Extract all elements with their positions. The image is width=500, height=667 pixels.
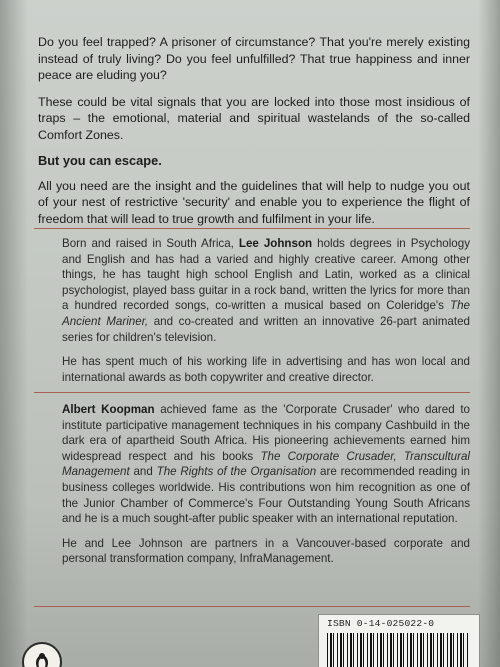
- section-divider-bottom: [34, 606, 470, 607]
- bio-lee-johnson: [62, 236, 470, 394]
- bio-koopman-text-2: and: [129, 465, 157, 479]
- section-divider-middle: [34, 392, 470, 393]
- intro-paragraph-signals: These could be vital signals that you are locked into those most insidious of traps – the emotional, material and spiritual wastelands of the so-called Comfort Zones.: [38, 94, 470, 142]
- bio-johnson-text-1: holds degrees in Psychology and English and has had a varied and highly creative career. Among other things, he has taught high school English and Latin, worked as a clinical psychologist, played bass guitar in a rock band, written the lyrics for more than a hundred recorded songs, co-written a musical based on Coleridge's: [62, 237, 471, 313]
- bio-johnson-lead: Born and raised in South Africa,: [62, 237, 239, 250]
- bio-koopman-paragraph: [62, 402, 470, 527]
- intro-paragraph-insight: All you need are the insight and the guidelines that will help to nudge you out of your nest of restrictive 'security' and enable you to experience the flight of freedom that will lead to true growth and fulfilment in your life.: [38, 178, 470, 226]
- escape-heading: But you can escape.: [38, 153, 162, 168]
- barcode-bars: [327, 633, 469, 667]
- author-name-lee-johnson: Lee Johnson: [238, 237, 313, 250]
- bio-koopman-text-1: achieved fame as the 'Corporate Crusader' who dared to institute participative management techniques in his company Cashbuild in the dark era of apartheid South Africa. His pioneering achievements earned him widespread respect and his books: [62, 403, 470, 463]
- author-name-albert-koopman: Albert Koopman: [62, 403, 155, 416]
- intro-blurb: [38, 34, 470, 237]
- bio-koopman-text-3: are recommended reading in business colleges worldwide. His contributions won him recognition as one of the Junior Chamber of Commerce's Four Outstanding Young South Africans and he is a much sought-after public speaker with an international reputation.: [62, 465, 470, 526]
- penguin-logo-icon: [30, 650, 54, 667]
- isbn-number: ISBN 0-14-025022-0: [327, 618, 435, 629]
- bio-johnson-paragraph: [62, 236, 470, 345]
- book-title-rights-of-organisation: The Rights of the Organisation: [156, 465, 317, 479]
- book-title-corporate-crusader: The Corporate Crusader, Transcultural Management: [62, 449, 470, 479]
- intro-paragraph-questions: Do you feel trapped? A prisoner of circumstance? That you're merely existing instead of truly living? Do you feel unfulfilled? That true happiness and inner peace are eluding you?: [38, 35, 470, 82]
- section-divider-top: [34, 228, 470, 229]
- bio-albert-koopman: [62, 402, 470, 576]
- bio-koopman-partners: He and Lee Johnson are partners in a Vancouver-based corporate and personal transformation company, InfraManagement.: [62, 536, 470, 566]
- isbn-barcode: [318, 614, 480, 667]
- bio-johnson-advertising: He has spent much of his working life in advertising and has won local and international awards as both copywriter and creative director.: [62, 355, 470, 384]
- work-title-ancient-mariner: The Ancient Mariner,: [62, 299, 470, 328]
- bio-johnson-text-2: and co-created and written an innovative 26-part animated series for children's television.: [62, 314, 470, 344]
- publisher-logo: [22, 642, 62, 667]
